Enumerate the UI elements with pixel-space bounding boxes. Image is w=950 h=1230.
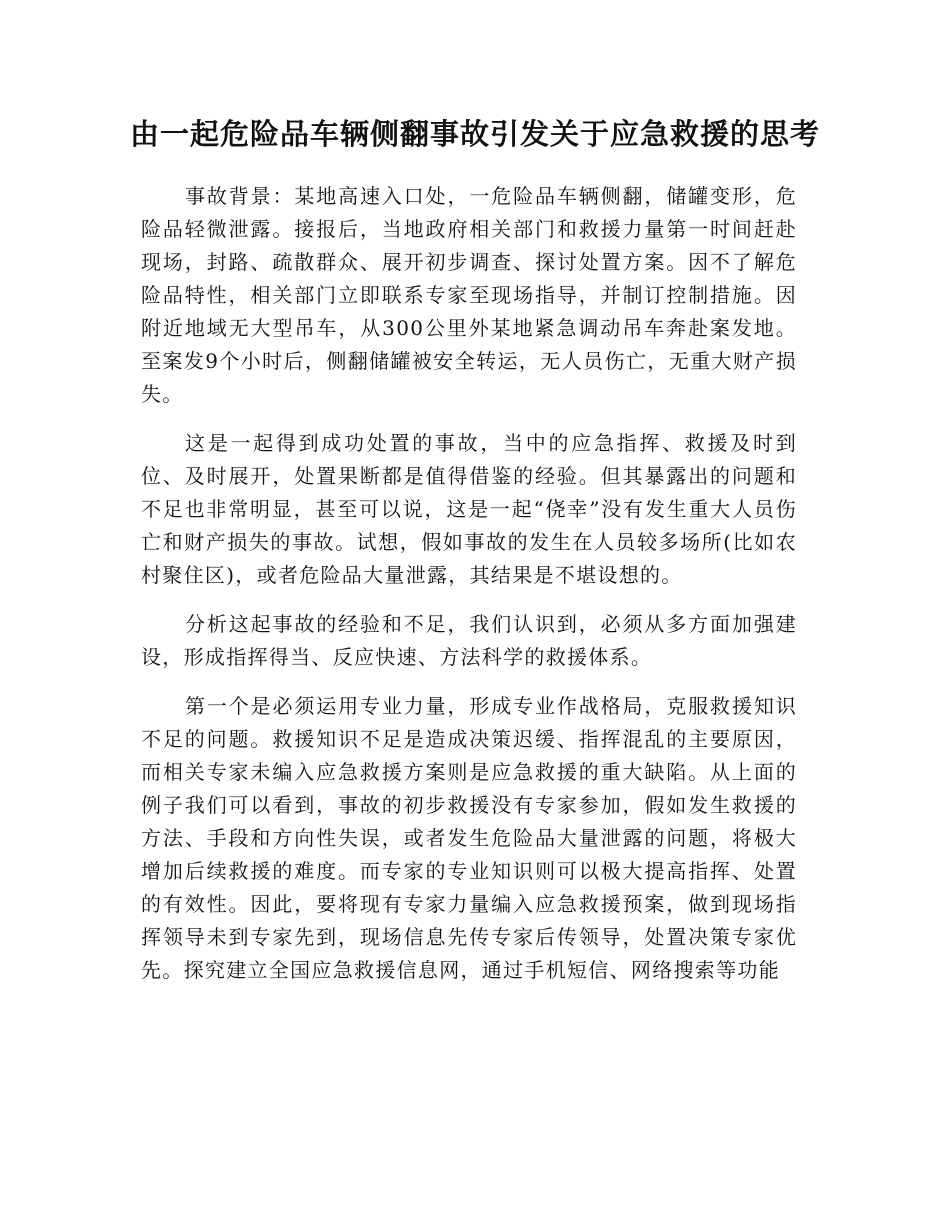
document-body	[141, 180, 797, 1003]
paragraph-experience-and-problems: 这是一起得到成功处置的事故，当中的应急指挥、救援及时到位、及时展开，处置果断都是值得借鉴的经验。但其暴露出的问题和不足也非常明显，甚至可以说，这是一起“侥幸”没有发生重大人员伤亡和财产损失的事故。试想，假如事故的发生在人员较多场所(比如农村聚住区)，或者危险品大量泄露，其结果是不堪设想的。	[141, 431, 797, 587]
paragraph-analysis-summary: 分析这起事故的经验和不足，我们认识到，必须从多方面加强建设，形成指挥得当、反应快速、方法科学的救援体系。	[141, 612, 797, 669]
document-title: 由一起危险品车辆侧翻事故引发关于应急救援的思考	[130, 117, 821, 151]
paragraph-first-measure: 第一个是必须运用专业力量，形成专业作战格局，克服救援知识不足的问题。救援知识不足是造成决策迟缓、指挥混乱的主要原因，而相关专家未编入应急救援方案则是应急救援的重大缺陷。从上面的例子我们可以看到，事故的初步救援没有专家参加，假如发生救援的方法、手段和方向性失误，或者发生危险品大量泄露的问题，将极大增加后续救援的难度。而专家的专业知识则可以极大提高指挥、处置的有效性。因此，要将现有专家力量编入应急救援预案，做到现场指挥领导未到专家先到，现场信息先传专家后传领导，处置决策专家优先。探究建立全国应急救援信息网，通过手机短信、网络搜索等功能	[141, 694, 797, 982]
paragraph-accident-background: 事故背景：某地高速入口处，一危险品车辆侧翻，储罐变形，危险品轻微泄露。接报后，当地政府相关部门和救援力量第一时间赶赴现场，封路、疏散群众、展开初步调查、探讨处置方案。因不了解危险品特性，相关部门立即联系专家至现场指导，并制订控制措施。因附近地域无大型吊车，从300公里外某地紧急调动吊车奔赴案发地。至案发9个小时后，侧翻储罐被安全转运，无人员伤亡，无重大财产损失。	[141, 184, 797, 406]
